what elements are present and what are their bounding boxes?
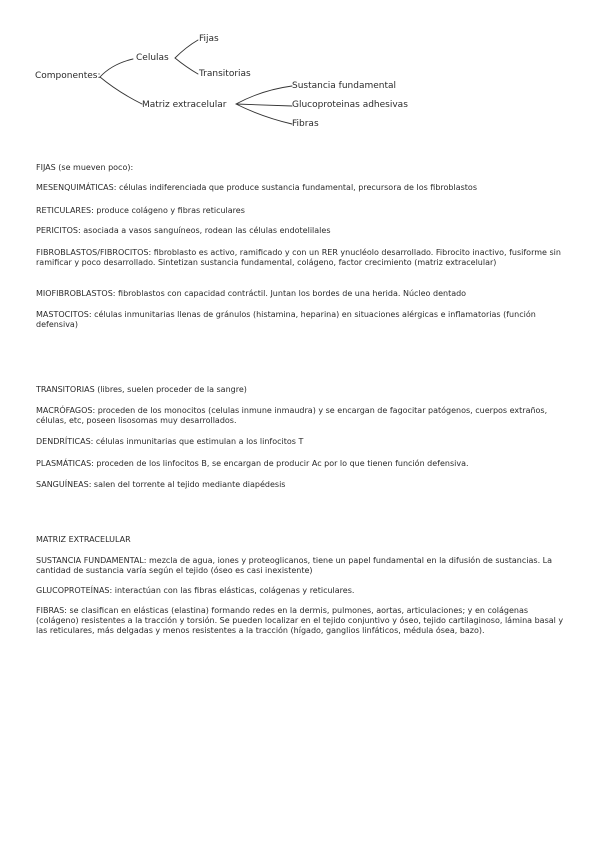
item-term: SANGUÍNEAS:: [36, 480, 92, 489]
item-text: células inmunitarias que estimulan a los linfocitos T: [93, 437, 304, 446]
item-term: PLASMÁTICAS:: [36, 459, 94, 468]
connector-matriz-sustancia: [236, 86, 292, 104]
connector-matriz-fibras: [236, 104, 292, 124]
diagram-sustancia-label: Sustancia fundamental: [292, 81, 397, 91]
connector-celulas-fijas: [175, 40, 198, 58]
item-term: GLUCOPROTEÍNAS:: [36, 586, 113, 595]
item-text: salen del torrente al tejido mediante diapédesis: [91, 480, 286, 489]
item-term: MACRÓFAGOS:: [36, 406, 96, 415]
item-term: PERICITOS:: [36, 226, 81, 235]
transitorias-item-sanguineas: [36, 480, 566, 490]
fijas-item-reticulares: [36, 206, 566, 216]
item-term: RETICULARES:: [36, 206, 94, 215]
diagram-transitorias-label: Transitorias: [199, 69, 251, 79]
diagram-fibras-label: Fibras: [292, 119, 319, 129]
item-text: se clasifican en elásticas (elastina) formando redes en la dermis, pulmones, aortas, articulaciones; y en colágenas (colágeno) resistentes a la tracción y torsión. Se pueden localizar en el tejido conjuntivo y óseo, tejido cartilaginoso, lámina basal y las reticulares, más delgadas y menos resistentes a la tracción (hígado, ganglios linfáticos, médula ósea, bazo).: [36, 606, 564, 635]
connector-celulas-transitorias: [175, 58, 198, 74]
transitorias-item-macrofagos: [36, 406, 566, 426]
matriz-heading: MATRIZ EXTRACELULAR: [36, 535, 131, 544]
item-term: FIBRAS:: [36, 606, 67, 615]
diagram-matriz-label: Matriz extracelular: [142, 100, 227, 110]
item-text: fibroblastos con capacidad contráctil. Juntan los bordes de una herida. Núcleo dentado: [115, 289, 467, 298]
connector-matriz-glucoproteinas: [236, 104, 292, 106]
transitorias-item-plasmaticas: [36, 459, 566, 469]
connector-root-celulas: [100, 59, 133, 77]
transitorias-heading: TRANSITORIAS (libres, suelen proceder de la sangre): [36, 385, 247, 394]
fijas-item-pericitos: [36, 226, 566, 236]
fijas-item-mesenquimaticas: [36, 183, 566, 193]
item-term: MESENQUIMÁTICAS:: [36, 183, 117, 192]
item-text: fibroblasto es activo, ramificado y con un RER ynucléolo desarrollado. Fibrocito inactivo, fusiforme sin ramificar y poco desarrollado. Sintetizan sustancia fundamental, colágeno, factor crecimiento (matriz extracelular): [36, 248, 561, 267]
transitorias-item-dendriticas: [36, 437, 566, 447]
diagram-celulas-label: Celulas: [136, 53, 169, 63]
item-text: asociada a vasos sanguíneos, rodean las células endotelilales: [80, 226, 331, 235]
connector-root-matriz: [100, 77, 142, 104]
fijas-item-miofibroblastos: [36, 289, 566, 299]
item-text: proceden de los linfocitos B, se encargan de producir Ac por lo que tienen función defensiva.: [93, 459, 469, 468]
diagram-root-label: Componentes:: [35, 71, 101, 81]
fijas-heading: FIJAS (se mueven poco):: [36, 163, 134, 172]
matriz-item-glucoproteinas: [36, 586, 566, 596]
item-text: mezcla de agua, iones y proteoglicanos, tiene un papel fundamental en la difusión de sustancias. La cantidad de sustancia varía según el tejido (óseo es casi inexistente): [36, 556, 553, 575]
matriz-item-fibras: [36, 606, 566, 636]
diagram-fijas-label: Fijas: [199, 34, 219, 44]
item-text: células inmunitarias llenas de gránulos (histamina, heparina) en situaciones alérgicas e inflamatorias (función defensiva): [36, 310, 536, 329]
item-text: produce colágeno y fibras reticulares: [93, 206, 245, 215]
item-text: proceden de los monocitos (celulas inmune inmaudra) y se encargan de fagocitar patógenos, cuerpos extraños, células, etc, poseen lisosomas muy desarrollados.: [36, 406, 548, 425]
matriz-item-sustancia: [36, 556, 566, 576]
item-term: DENDRÍTICAS:: [36, 437, 94, 446]
item-term: MIOFIBROBLASTOS:: [36, 289, 116, 298]
item-term: MASTOCITOS:: [36, 310, 92, 319]
item-text: células indiferenciada que produce sustancia fundamental, precursora de los fibroblastos: [116, 183, 477, 192]
fijas-item-mastocitos: [36, 310, 566, 330]
item-term: FIBROBLASTOS/FIBROCITOS:: [36, 248, 152, 257]
item-term: SUSTANCIA FUNDAMENTAL:: [36, 556, 147, 565]
fijas-item-fibroblastos: [36, 248, 566, 268]
diagram-glucoproteinas-label: Glucoproteinas adhesivas: [292, 100, 408, 110]
item-text: interactúan con las fibras elásticas, colágenas y reticulares.: [112, 586, 355, 595]
